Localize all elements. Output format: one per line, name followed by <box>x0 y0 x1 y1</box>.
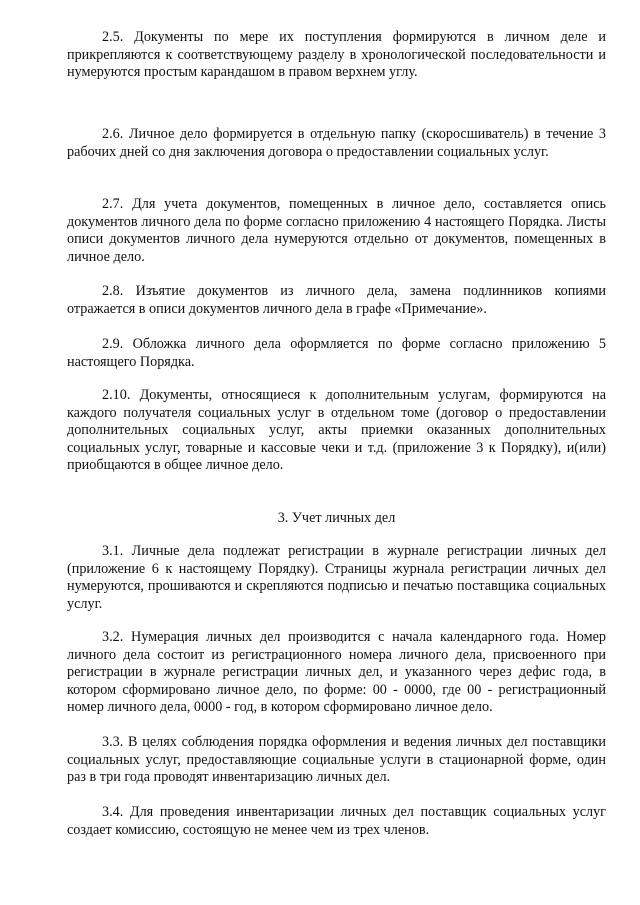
paragraph-3-3: 3.3. В целях соблюдения порядка оформления и ведения личных дел поставщики социальных услуг, предоставляющие социальные услуги в стационарной форме, один раз в три года проводят инвентаризацию личных дел. <box>67 734 606 785</box>
section-heading: 3. Учет личных дел <box>277 510 396 526</box>
paragraph-3-4: 3.4. Для проведения инвентаризации личных дел поставщик социальных услуг создает комиссию, состоящую не менее чем из трех членов. <box>67 804 606 838</box>
paragraph-3-2: 3.2. Нумерация личных дел производится с начала календарного года. Номер личного дела состоит из регистрационного номера личного дела, присвоенного при регистрации в журнале регистрации личных дел, и указанного через дефис года, в котором сформировано личное дело, по форме: 00 - 0000, где 00 - регистрационный номер личного дела, 0000 - год, в котором сформировано личное дело. <box>67 629 606 715</box>
paragraph-2-8: 2.8. Изъятие документов из личного дела, замена подлинников копиями отражается в описи документов личного дела в графе «Примечание». <box>67 283 606 317</box>
paragraph-2-6: 2.6. Личное дело формируется в отдельную папку (скоросшиватель) в течение 3 рабочих дней со дня заключения договора о предоставлении социальных услуг. <box>67 126 606 160</box>
paragraph-2-5: 2.5. Документы по мере их поступления формируются в личном деле и прикрепляются к соответствующему разделу в хронологической последовательности и нумеруются простым карандашом в правом верхнем углу. <box>67 29 606 80</box>
paragraph-3-1: 3.1. Личные дела подлежат регистрации в журнале регистрации личных дел (приложение 6 к настоящему Порядку). Страницы журнала регистрации личных дел нумеруются, прошиваются и скрепляются подписью и печатью поставщика социальных услуг. <box>67 543 606 612</box>
paragraph-2-10: 2.10. Документы, относящиеся к дополнительным услугам, формируются на каждого получателя социальных услуг в отдельном томе (договор о предоставлении дополнительных социальных услуг, акты приемки оказанных дополнительных социальных услуг, товарные и кассовые чеки и т.д. (приложение 3 к Порядку), и(или) приобщаются в общее личное дело. <box>67 387 606 473</box>
paragraph-2-9: 2.9. Обложка личного дела оформляется по форме согласно приложению 5 настоящего Порядка. <box>67 336 606 370</box>
paragraph-2-7: 2.7. Для учета документов, помещенных в личное дело, составляется опись документов личного дела по форме согласно приложению 4 настоящего Порядка. Листы описи документов личного дела нумеруются отдельно от документов, помещенных в личное дело. <box>67 196 606 265</box>
